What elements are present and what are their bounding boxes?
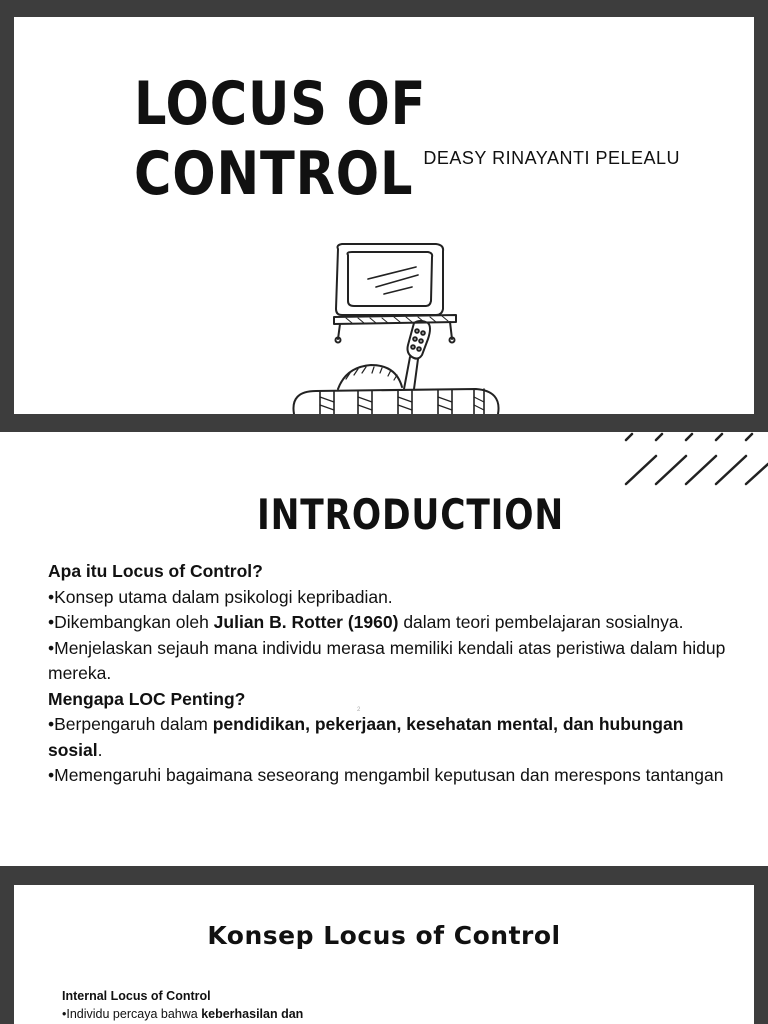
tv-outline [336, 244, 443, 315]
author-name: DEASY RINAYANTI PELEALU [423, 148, 680, 168]
sofa-back [293, 389, 498, 414]
introduction-slide [0, 432, 768, 866]
bullet-item: •Individu percaya bahwa keberhasilan dan [62, 1007, 304, 1021]
bullet-item: •Memengaruhi bagaimana seseorang mengambil keputusan dan merespons tantangan [48, 765, 724, 785]
concept-slide [14, 885, 754, 1024]
tv-watching-illustration [276, 239, 506, 414]
concept-content [62, 987, 303, 1023]
subheading: Internal Locus of Control [62, 989, 211, 1003]
decorative-slashes [618, 432, 768, 492]
bullet-item: •Berpengaruh dalam pendidikan, pekerjaan, kesehatan mental, dan hubungan sosial. [48, 714, 684, 760]
slide-number: 2 [357, 707, 361, 713]
title-slide [14, 17, 754, 414]
slide-title: INTRODUCTION [257, 490, 565, 539]
slide-title: Konsep Locus of Control [207, 921, 561, 950]
question-heading: Mengapa LOC Penting? [48, 688, 246, 709]
bullet-item: •Dikembangkan oleh Julian B. Rotter (1960) dalam teori pembelajaran sosialnya. [48, 612, 684, 632]
screen-glare [368, 267, 418, 294]
slide-title: LOCUS OF CONTROL [134, 69, 427, 209]
arm [404, 357, 418, 389]
introduction-content [48, 559, 738, 789]
tv-screen [348, 252, 433, 306]
bullet-item: •Konsep utama dalam psikologi kepribadian. [48, 586, 393, 607]
question-heading: Apa itu Locus of Control? [48, 561, 263, 581]
bullet-item: •Menjelaskan sejauh mana individu merasa memiliki kendali atas peristiwa dalam hidup mereka. [48, 637, 726, 683]
